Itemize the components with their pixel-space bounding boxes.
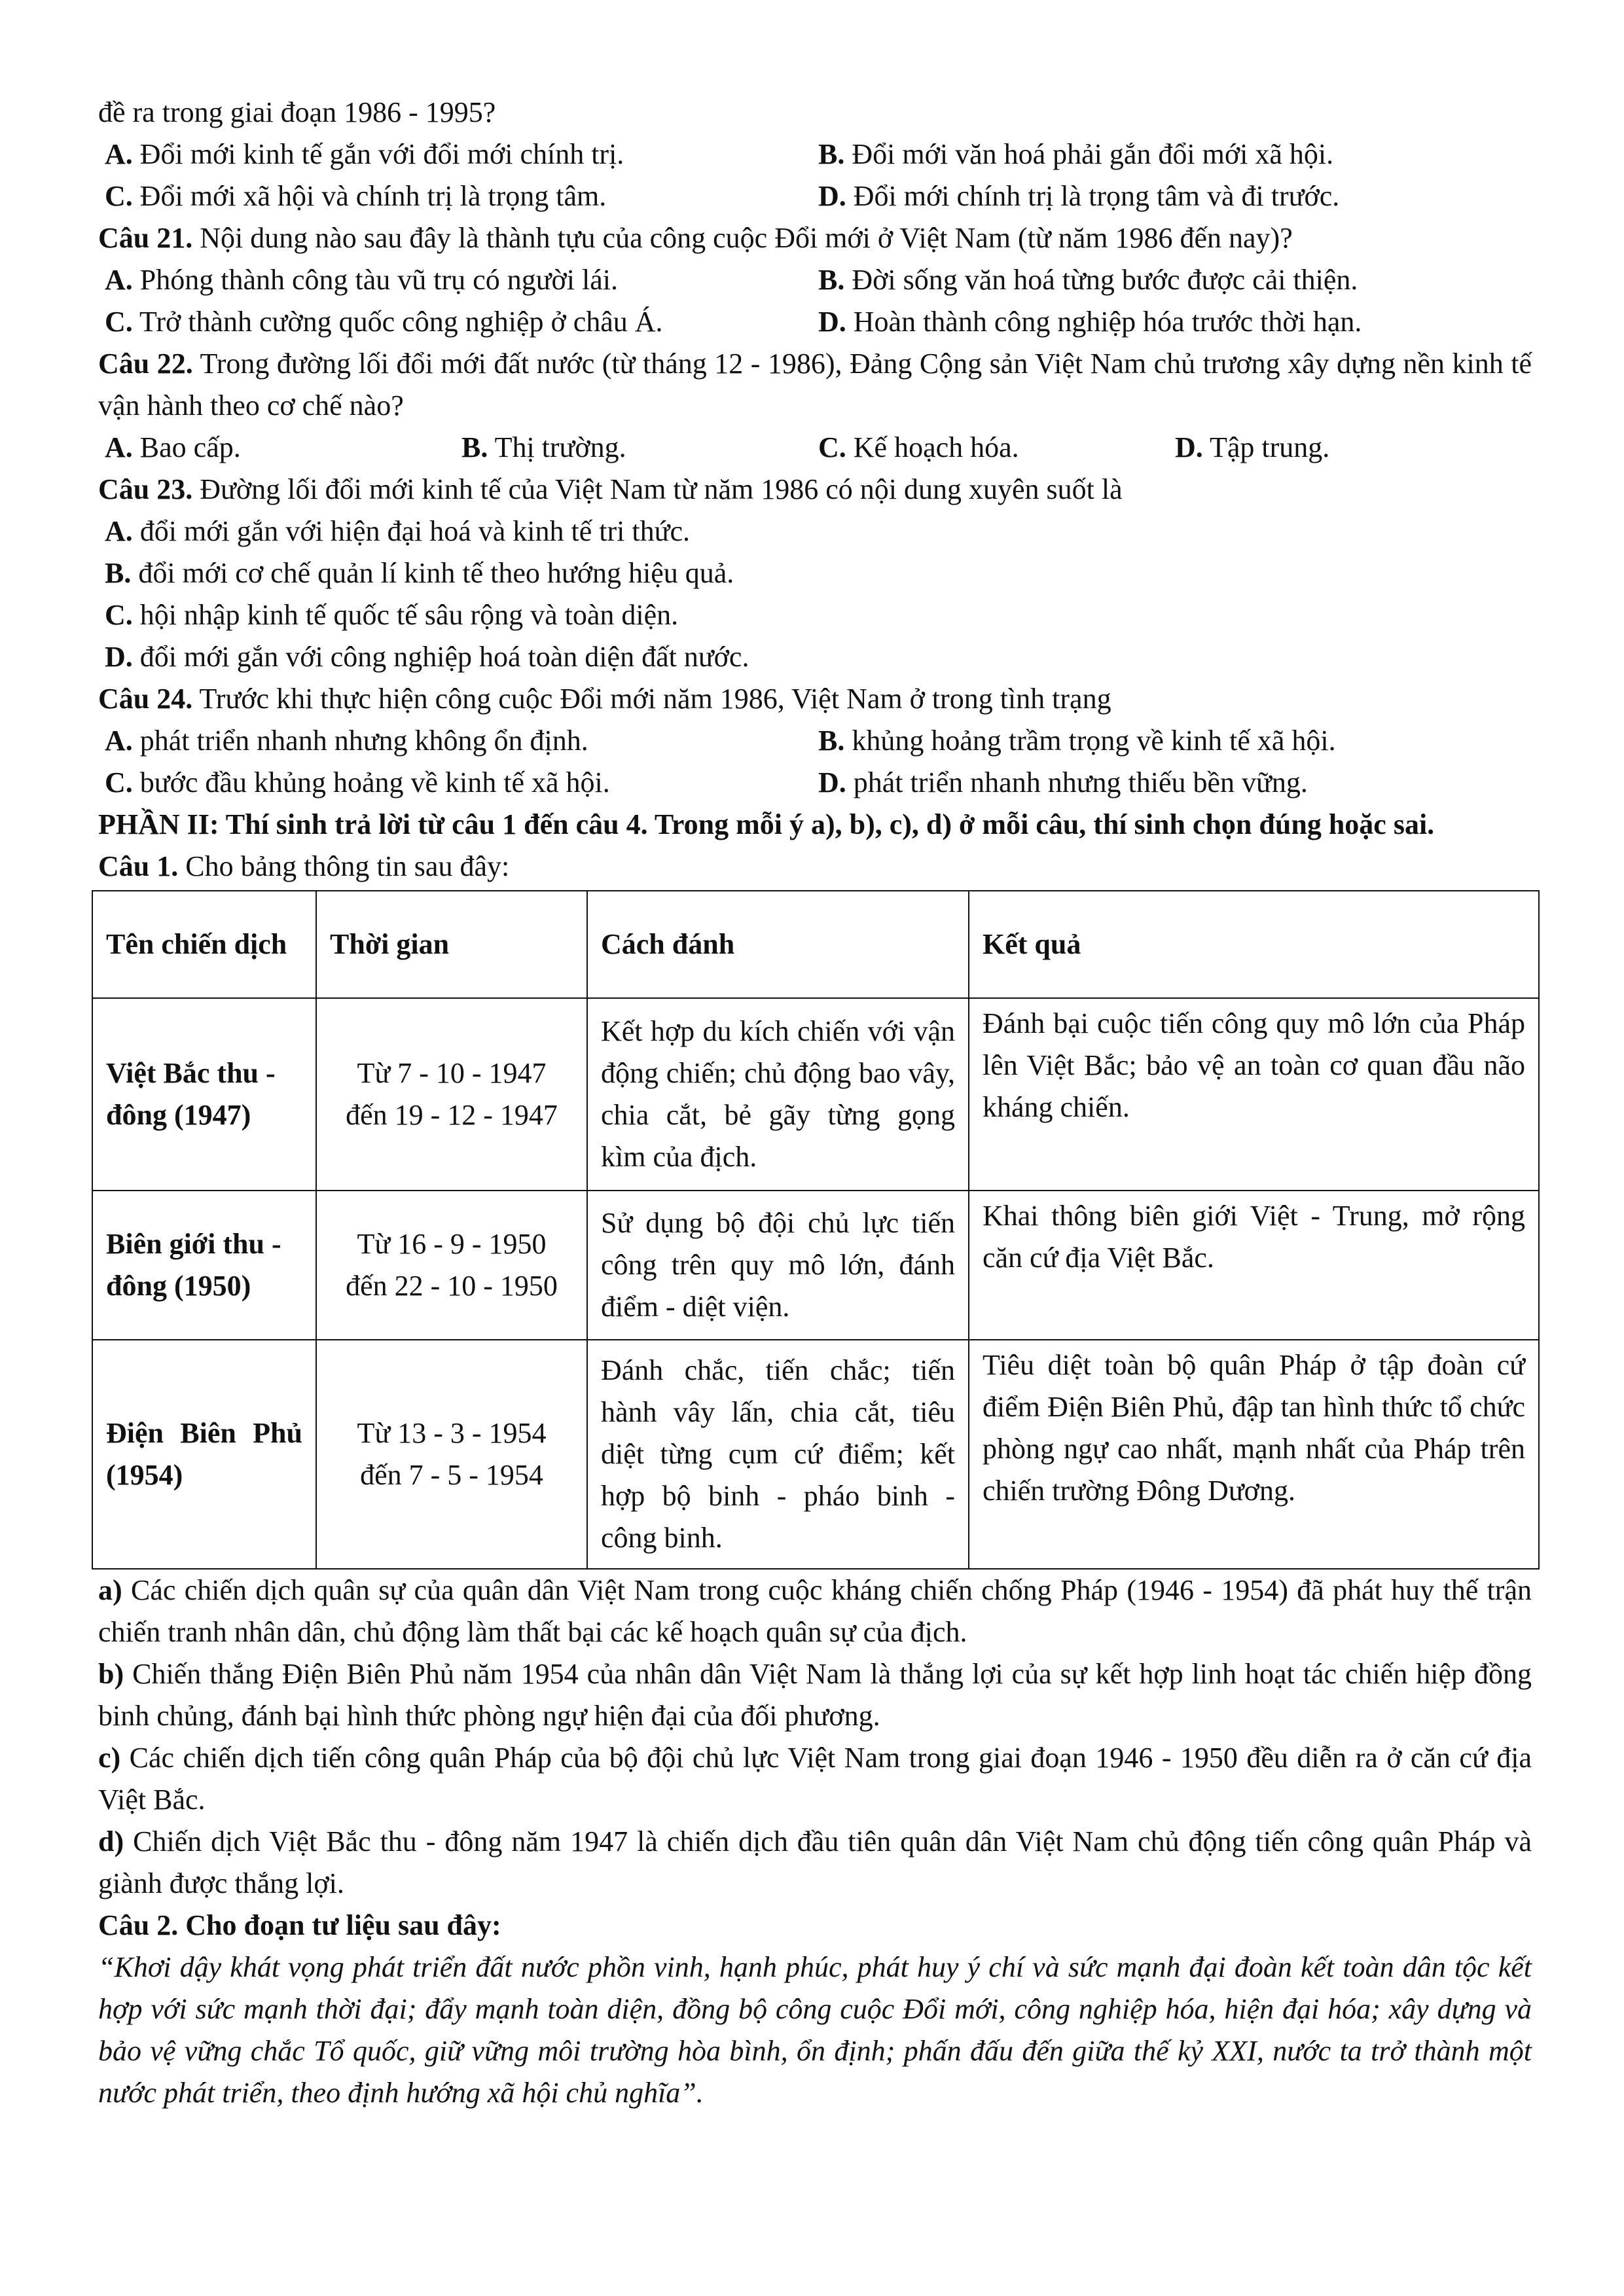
exam-page: [98, 92, 1532, 2114]
q20-options-row-1: [98, 134, 1532, 175]
campaign-method: Sử dụng bộ đội chủ lực tiến công trên quy mô lớn, đánh điểm - diệt viện.: [587, 1191, 969, 1340]
q21-option-c: C. Trở thành cường quốc công nghiệp ở châu Á.: [105, 306, 663, 338]
campaign-name: Biên giới thu - đông (1950): [92, 1191, 316, 1340]
q23-option-d: D. đổi mới gắn với công nghiệp hoá toàn diện đất nước.: [105, 641, 749, 673]
table-row: [92, 1191, 1539, 1340]
q23-option-a: A. đổi mới gắn với hiện đại hoá và kinh tế tri thức.: [105, 515, 690, 547]
q21-option-b: B. Đời sống văn hoá từng bước được cải thiện.: [818, 264, 1358, 296]
header-campaign-name: Tên chiến dịch: [92, 891, 316, 998]
q20-options-row-2: [98, 175, 1532, 217]
campaign-result: Tiêu diệt toàn bộ quân Pháp ở tập đoàn cứ điểm Điện Biên Phủ, đập tan hình thức tổ chức phòng ngự cao nhất, mạnh nhất của Pháp trên chiến trường Đông Dương.: [969, 1340, 1539, 1569]
question-21: Câu 21. Nội dung nào sau đây là thành tựu của công cuộc Đổi mới ở Việt Nam (từ năm 1986 đến nay)?: [98, 222, 1293, 254]
q21-options-row-1: [98, 259, 1532, 301]
statement-b: b) Chiến thắng Điện Biên Phủ năm 1954 của nhân dân Việt Nam là thắng lợi của sự kết hợp linh hoạt tác chiến hiệp đồng binh chủng, đánh bại hình thức phòng ngự hiện đại của đối phương.: [98, 1658, 1532, 1732]
campaign-info-table: [92, 890, 1540, 1570]
header-method: Cách đánh: [587, 891, 969, 998]
source-quote: “Khơi dậy khát vọng phát triển đất nước phồn vinh, hạnh phúc, phát huy ý chí và sức mạnh đại đoàn kết toàn dân tộc kết hợp với sức mạnh thời đại; đẩy mạnh toàn diện, đồng bộ công cuộc Đổi mới, công nghiệp hóa, hiện đại hóa; xây dựng và bảo vệ vững chắc Tổ quốc, giữ vững môi trường hòa bình, ổn định; phấn đấu đến giữa thế kỷ XXI, nước ta trở thành một nước phát triển, theo định hướng xã hội chủ nghĩa”.: [98, 1951, 1532, 2109]
statement-a: a) Các chiến dịch quân sự của quân dân Việt Nam trong cuộc kháng chiến chống Pháp (1946 - 1954) đã phát huy thế trận chiến tranh nhân dân, chủ động làm thất bại các kế hoạch quân sự của địch.: [98, 1574, 1532, 1648]
statement-d: d) Chiến dịch Việt Bắc thu - đông năm 1947 là chiến dịch đầu tiên quân dân Việt Nam chủ động tiến công quân Pháp và giành được thắng lợi.: [98, 1825, 1532, 1899]
header-result: Kết quả: [969, 891, 1539, 998]
q23-option-c: C. hội nhập kinh tế quốc tế sâu rộng và toàn diện.: [105, 599, 679, 631]
q22-options-row: [98, 427, 1532, 469]
table-header-row: [92, 891, 1539, 998]
campaign-time: Từ 16 - 9 - 1950 đến 22 - 10 - 1950: [316, 1191, 587, 1340]
campaign-result: Khai thông biên giới Việt - Trung, mở rộng căn cứ địa Việt Bắc.: [969, 1191, 1539, 1340]
table-row: [92, 1340, 1539, 1569]
q20-option-c: C. Đổi mới xã hội và chính trị là trọng tâm.: [105, 180, 607, 212]
campaign-method: Kết hợp du kích chiến với vận động chiến; chủ động bao vây, chia cắt, bẻ gãy từng gọng kìm của địch.: [587, 998, 969, 1191]
q22-option-c: C. Kế hoạch hóa.: [818, 431, 1019, 463]
header-time: Thời gian: [316, 891, 587, 998]
table-row: [92, 998, 1539, 1191]
q24-option-c: C. bước đầu khủng hoảng về kinh tế xã hội.: [105, 766, 610, 798]
part2-question-2: Câu 2. Cho đoạn tư liệu sau đây:: [98, 1909, 501, 1941]
q21-options-row-2: [98, 301, 1532, 343]
campaign-time: Từ 7 - 10 - 1947 đến 19 - 12 - 1947: [316, 998, 587, 1191]
q20-option-b: B. Đổi mới văn hoá phải gắn đổi mới xã hội.: [818, 138, 1334, 170]
q24-options-row-2: [98, 762, 1532, 804]
q24-options-row-1: [98, 720, 1532, 762]
q24-option-d: D. phát triển nhanh nhưng thiếu bền vững.: [818, 766, 1308, 798]
part2-question-1: Câu 1. Cho bảng thông tin sau đây:: [98, 850, 510, 882]
campaign-name: Việt Bắc thu - đông (1947): [92, 998, 316, 1191]
part-2-heading: PHẦN II: Thí sinh trả lời từ câu 1 đến câu 4. Trong mỗi ý a), b), c), d) ở mỗi câu, thí sinh chọn đúng hoặc sai.: [98, 808, 1435, 840]
campaign-result: Đánh bại cuộc tiến công quy mô lớn của Pháp lên Việt Bắc; bảo vệ an toàn cơ quan đầu não kháng chiến.: [969, 998, 1539, 1191]
question-tail: đề ra trong giai đoạn 1986 - 1995?: [98, 96, 496, 128]
statement-c: c) Các chiến dịch tiến công quân Pháp của bộ đội chủ lực Việt Nam trong giai đoạn 1946 - 1950 đều diễn ra ở căn cứ địa Việt Bắc.: [98, 1742, 1532, 1816]
q21-option-d: D. Hoàn thành công nghiệp hóa trước thời hạn.: [818, 306, 1362, 338]
question-23: Câu 23. Đường lối đổi mới kinh tế của Việt Nam từ năm 1986 có nội dung xuyên suốt là: [98, 473, 1123, 505]
campaign-name: Điện Biên Phủ (1954): [92, 1340, 316, 1569]
q22-option-a: A. Bao cấp.: [105, 431, 241, 463]
q24-option-a: A. phát triển nhanh nhưng không ổn định.: [105, 725, 588, 757]
q20-option-a: A. Đổi mới kinh tế gắn với đổi mới chính trị.: [105, 138, 624, 170]
q23-option-b: B. đổi mới cơ chế quản lí kinh tế theo hướng hiệu quả.: [105, 557, 734, 589]
question-24: Câu 24. Trước khi thực hiện công cuộc Đổi mới năm 1986, Việt Nam ở trong tình trạng: [98, 683, 1111, 715]
campaign-time: Từ 13 - 3 - 1954 đến 7 - 5 - 1954: [316, 1340, 587, 1569]
q20-option-d: D. Đổi mới chính trị là trọng tâm và đi trước.: [818, 180, 1340, 212]
question-22: Câu 22. Trong đường lối đổi mới đất nước (từ tháng 12 - 1986), Đảng Cộng sản Việt Nam chủ trương xây dựng nền kinh tế vận hành theo cơ chế nào?: [98, 348, 1532, 422]
q22-option-d: D. Tập trung.: [1175, 431, 1330, 463]
q22-option-b: B. Thị trường.: [461, 431, 626, 463]
q21-option-a: A. Phóng thành công tàu vũ trụ có người lái.: [105, 264, 619, 296]
campaign-method: Đánh chắc, tiến chắc; tiến hành vây lấn, chia cắt, tiêu diệt từng cụm cứ điểm; kết hợp bộ binh - pháo binh - công binh.: [587, 1340, 969, 1569]
q24-option-b: B. khủng hoảng trầm trọng về kinh tế xã hội.: [818, 725, 1336, 757]
